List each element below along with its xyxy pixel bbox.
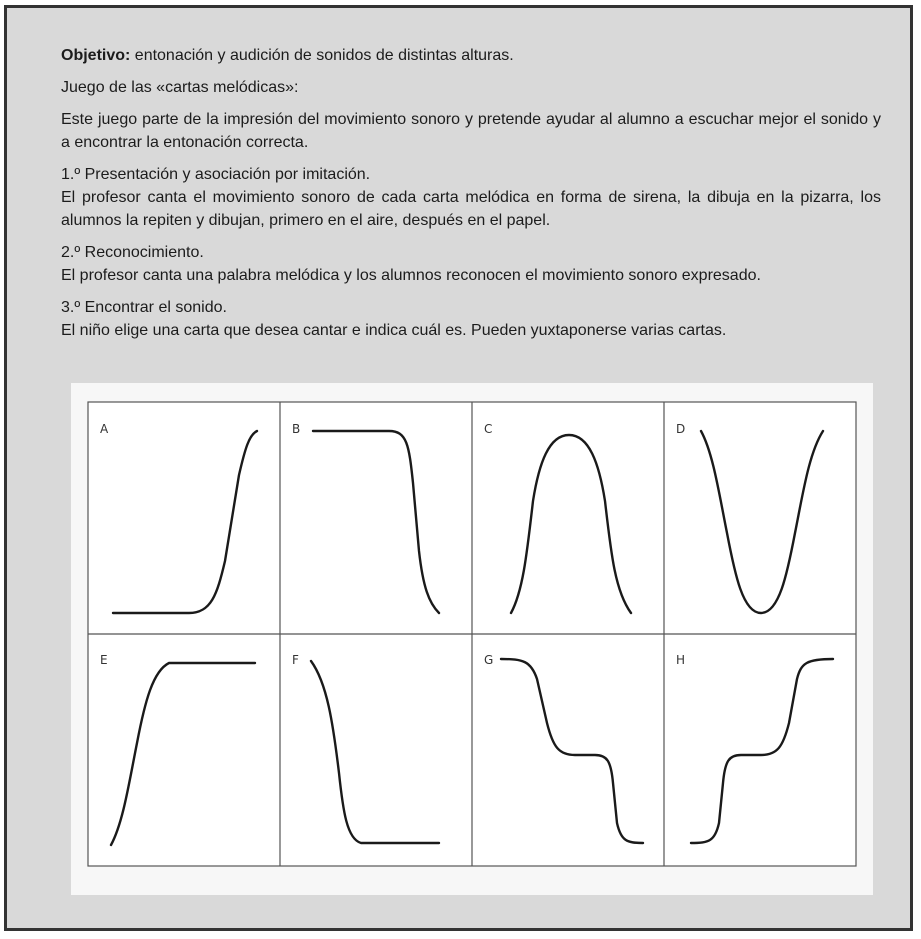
card-f-letter: F — [292, 653, 299, 667]
card-a-letter: A — [100, 422, 109, 436]
objective-text: entonación y audición de sonidos de distintas alturas. — [130, 47, 514, 64]
card-h-letter: H — [676, 653, 686, 667]
objective-label: Objetivo: — [61, 47, 131, 64]
objective-line — [61, 44, 881, 67]
step-2-title: 2.º Reconocimiento. — [61, 244, 204, 261]
exercise-text — [61, 44, 881, 342]
step-3-text: El niño elige una carta que desea cantar e indica cuál es. Pueden yuxtaponerse varias cartas. — [61, 322, 727, 339]
step-1-text: El profesor canta el movimiento sonoro de cada carta melódica en forma de sirena, la dibuja en la pizarra, los alumnos la repiten y dibujan, primero en el aire, después en el papel. — [61, 189, 881, 229]
card-b-letter: B — [292, 422, 301, 436]
step-2-text: El profesor canta una palabra melódica y los alumnos reconocen el movimiento sonoro expresado. — [61, 267, 761, 284]
card-e-letter: E — [100, 653, 108, 667]
intro-paragraph: Este juego parte de la impresión del movimiento sonoro y pretende ayudar al alumno a escuchar mejor el sonido y a encontrar la entonación correcta. — [61, 111, 881, 151]
melodic-cards-svg — [71, 383, 873, 895]
step-1-title: 1.º Presentación y asociación por imitación. — [61, 166, 371, 183]
card-g-letter: G — [484, 653, 494, 667]
page-frame — [4, 5, 913, 931]
game-title: Juego de las «cartas melódicas»: — [61, 79, 299, 96]
melodic-cards-figure — [71, 383, 873, 895]
step-3-title: 3.º Encontrar el sonido. — [61, 299, 227, 316]
card-c-letter: C — [484, 422, 493, 436]
card-d-letter: D — [676, 422, 686, 436]
